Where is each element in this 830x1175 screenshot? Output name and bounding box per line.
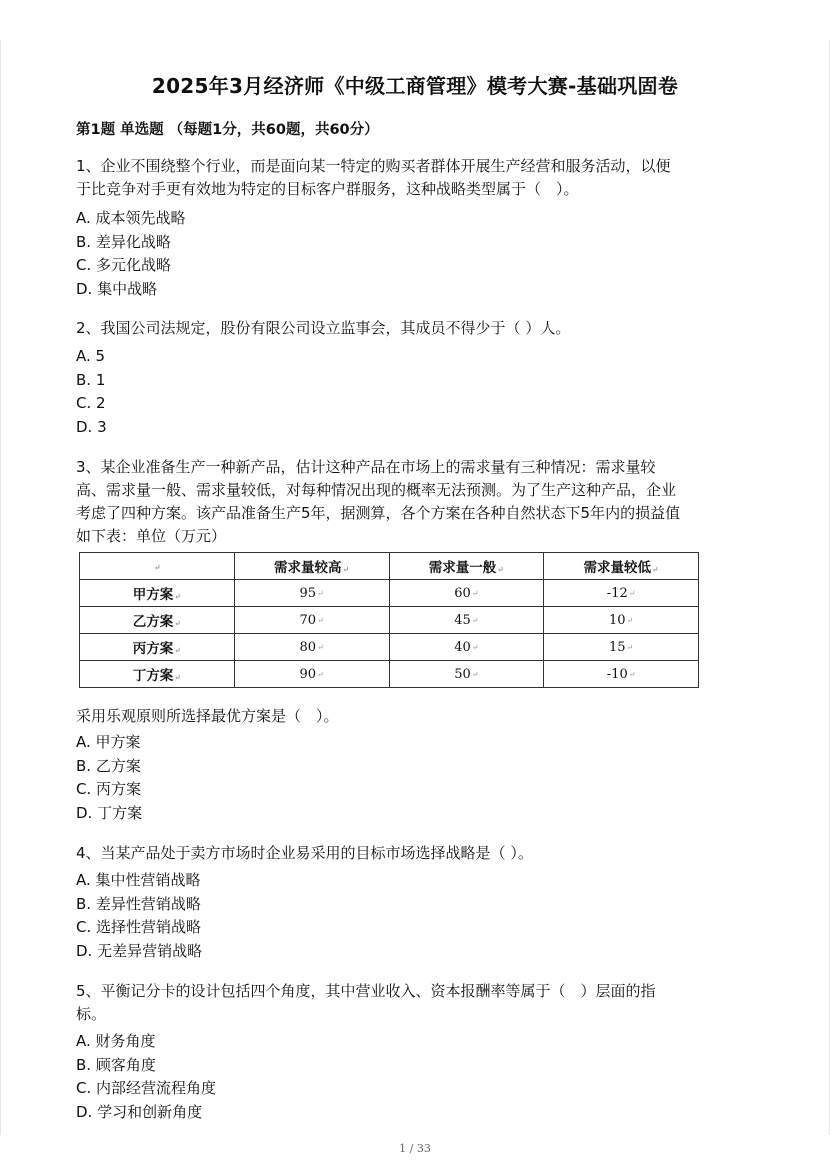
option-a[interactable]: A. 5	[76, 347, 106, 365]
table-cell: -10↵	[544, 661, 699, 688]
table-header-cell: 需求量较低↵	[544, 553, 699, 580]
table-cell: 40↵	[389, 634, 544, 661]
option-d[interactable]: D. 3	[76, 417, 107, 436]
section-heading: 第1题 单选题 （每题1分，共60题，共60分）	[76, 122, 379, 138]
table-row-header: 丙方案↵	[80, 634, 235, 661]
table-row-header: 乙方案↵	[80, 607, 235, 634]
option-b[interactable]: B. 1	[76, 370, 106, 389]
option-a[interactable]: A. 集中性营销战略	[76, 871, 201, 889]
option-b[interactable]: B. 差异性营销战略	[76, 894, 201, 913]
question-stem-line: 考虑了四种方案。该产品准备生产5年，据测算，各个方案在各种自然状态下5年内的损益值	[76, 504, 681, 522]
table-row	[80, 661, 699, 688]
table-cell: 50↵	[389, 661, 544, 688]
option-c[interactable]: C. 多元化战略	[76, 256, 172, 274]
question-3-follow-up	[76, 705, 756, 728]
table-cell: 45↵	[389, 607, 544, 634]
table-cell: 95↵	[234, 580, 389, 607]
question-4	[76, 842, 756, 865]
payoff-table	[79, 552, 699, 688]
option-d[interactable]: D. 学习和创新角度	[76, 1102, 203, 1121]
question-stem-line: 4、当某产品处于卖方市场时企业易采用的目标市场选择战略是（ ）。	[76, 844, 533, 862]
page-edge-left	[0, 40, 1, 1135]
option-b[interactable]: B. 差异化战略	[76, 232, 171, 251]
question-stem-line: 如下表：单位（万元）	[76, 527, 227, 545]
table-row	[80, 580, 699, 607]
table-row-header: 丁方案↵	[80, 661, 235, 688]
table-cell: 70↵	[234, 607, 389, 634]
table-cell: 10↵	[544, 607, 699, 634]
question-stem-line: 标。	[76, 1005, 107, 1023]
question-2	[76, 317, 756, 340]
table-cell: 80↵	[234, 634, 389, 661]
table-header-cell: ↵	[80, 553, 235, 580]
question-3	[76, 456, 756, 548]
table-cell: 60↵	[389, 580, 544, 607]
option-d[interactable]: D. 集中战略	[76, 279, 158, 298]
question-1	[76, 155, 756, 201]
table-row	[80, 607, 699, 634]
option-d[interactable]: D. 无差异营销战略	[76, 941, 203, 960]
option-c[interactable]: C. 2	[76, 394, 106, 412]
question-stem-line: 5、平衡记分卡的设计包括四个角度，其中营业收入、资本报酬率等属于（ ）层面的指	[76, 982, 656, 1000]
page-indicator: 1 / 33	[399, 1142, 431, 1155]
table-header-cell: 需求量一般↵	[389, 553, 544, 580]
table-header-cell: 需求量较高↵	[234, 553, 389, 580]
table-header-row	[80, 553, 699, 580]
option-c[interactable]: C. 内部经营流程角度	[76, 1079, 217, 1097]
page-title: 2025年3月经济师《中级工商管理》模考大赛-基础巩固卷	[151, 74, 679, 98]
table-cell: 90↵	[234, 661, 389, 688]
table-cell: -12↵	[544, 580, 699, 607]
option-a[interactable]: A. 财务角度	[76, 1032, 156, 1050]
question-5	[76, 980, 756, 1026]
option-d[interactable]: D. 丁方案	[76, 803, 143, 822]
table-row	[80, 634, 699, 661]
question-stem-line: 采用乐观原则所选择最优方案是（ ）。	[76, 707, 339, 725]
question-stem-line: 3、某企业准备生产一种新产品，估计这种产品在市场上的需求量有三种情况：需求量较	[76, 458, 656, 476]
table-cell: 15↵	[544, 634, 699, 661]
option-c[interactable]: C. 丙方案	[76, 780, 142, 798]
question-stem-line: 2、我国公司法规定，股份有限公司设立监事会，其成员不得少于（ ）人。	[76, 319, 571, 337]
option-a[interactable]: A. 甲方案	[76, 733, 141, 751]
question-stem-line: 高、需求量一般、需求量较低，对每种情况出现的概率无法预测。为了生产这种产品，企业	[76, 481, 677, 499]
question-stem-line: 于比竞争对手更有效地为特定的目标客户群服务，这种战略类型属于（ ）。	[76, 180, 579, 198]
option-c[interactable]: C. 选择性营销战略	[76, 918, 202, 936]
option-a[interactable]: A. 成本领先战略	[76, 209, 186, 227]
question-stem-line: 1、企业不围绕整个行业，而是面向某一特定的购买者群体开展生产经营和服务活动，以便	[76, 157, 671, 175]
option-b[interactable]: B. 乙方案	[76, 756, 141, 775]
option-b[interactable]: B. 顾客角度	[76, 1055, 156, 1074]
table-row-header: 甲方案↵	[80, 580, 235, 607]
